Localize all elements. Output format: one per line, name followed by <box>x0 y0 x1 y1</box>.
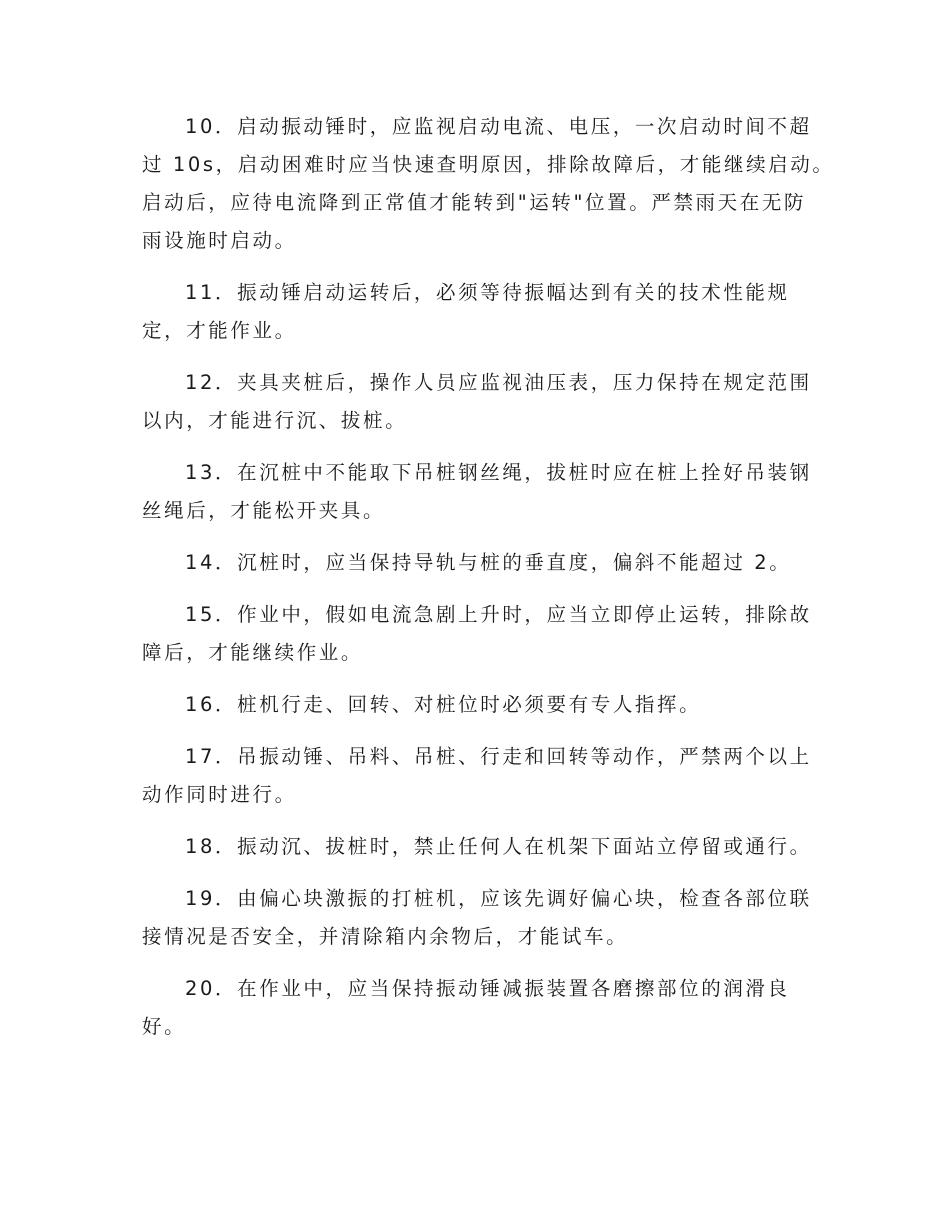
paragraph-line: 18．振动沉、拔桩时，禁止任何人在机架下面站立停留或通行。 <box>185 835 812 858</box>
paragraph-line: 动作同时进行。 <box>142 783 297 806</box>
list-item <box>142 738 812 814</box>
paragraph-line: 13．在沉桩中不能取下吊桩钢丝绳，拔桩时应在桩上拴好吊装钢 <box>185 461 812 484</box>
list-item <box>142 364 812 440</box>
paragraph-line: 以内，才能进行沉、拔桩。 <box>142 409 408 432</box>
list-item <box>142 880 812 956</box>
paragraph-line: 11．振动锤启动运转后，必须等待振幅达到有关的技术性能规 <box>185 281 790 304</box>
paragraph-line: 15．作业中，假如电流急剧上升时，应当立即停止运转，排除故 <box>185 603 812 626</box>
paragraph-line: 17．吊振动锤、吊料、吊桩、行走和回转等动作，严禁两个以上 <box>185 745 812 768</box>
list-item <box>142 828 812 866</box>
list-item <box>142 686 798 724</box>
list-item <box>142 108 835 260</box>
document-body <box>142 108 835 1060</box>
paragraph-line: 雨设施时启动。 <box>142 229 297 252</box>
paragraph-line: 20．在作业中，应当保持振动锤减振装置各磨擦部位的润滑良 <box>185 977 790 1000</box>
list-item <box>142 596 812 672</box>
paragraph-line: 启动后，应待电流降到正常值才能转到"运转"位置。严禁雨天在无防 <box>142 191 807 214</box>
paragraph-line: 14．沉桩时，应当保持导轨与桩的垂直度，偏斜不能超过 2。 <box>185 551 792 574</box>
paragraph-line: 10．启动振动锤时，应监视启动电流、电压，一次启动时间不超 <box>185 115 812 138</box>
paragraph-line: 障后，才能继续作业。 <box>142 641 364 664</box>
paragraph-line: 定，才能作业。 <box>142 319 297 342</box>
paragraph-line: 接情况是否安全，并清除箱内余物后，才能试车。 <box>142 925 629 948</box>
list-item <box>142 544 798 582</box>
paragraph-line: 好。 <box>142 1015 187 1038</box>
list-item <box>142 970 798 1046</box>
list-item <box>142 454 812 530</box>
paragraph-line: 丝绳后，才能松开夹具。 <box>142 499 386 522</box>
list-item <box>142 274 798 350</box>
paragraph-line: 19．由偏心块激振的打桩机，应该先调好偏心块，检查各部位联 <box>185 887 812 910</box>
paragraph-line: 16．桩机行走、回转、对桩位时必须要有专人指挥。 <box>185 693 702 716</box>
paragraph-line: 过 10s，启动困难时应当快速查明原因，排除故障后，才能继续启动。 <box>142 153 835 176</box>
paragraph-line: 12．夹具夹桩后，操作人员应监视油压表，压力保持在规定范围 <box>185 371 812 394</box>
